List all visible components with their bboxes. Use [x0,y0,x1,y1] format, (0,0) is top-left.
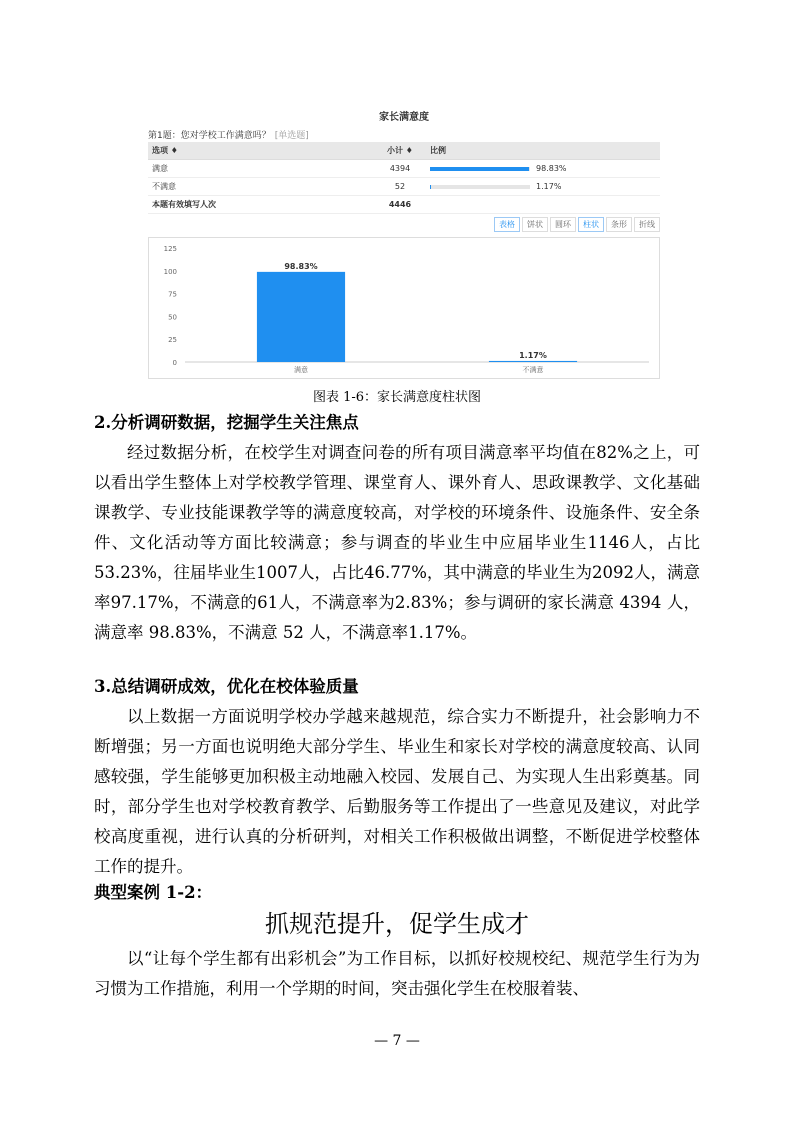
bar [257,272,345,362]
ratio-label: 98.83% [536,164,567,173]
ratio-bar-fill [430,185,431,189]
ratio-bar-fill [430,167,529,171]
y-tick-label: 0 [172,359,177,367]
table-row [148,160,660,178]
chart-type-toolbar [148,217,660,233]
paragraph-summary: 以上数据一方面说明学校办学越来越规范，综合实力不断提升，社会影响力不断增强；另一方面也说明绝大部分学生、毕业生和家长对学校的满意度较高、认同感较强，学生能够更加积极主动地融入校园、发展自己、为实现人生出彩奠基。同时，部分学生也对学校教育教学、后勤服务等工作提出了一些意见及建议，对此学校高度重视，进行认真的分析研判，对相关工作积极做出调整，不断促进学校整体工作的提升。 [94,707,700,876]
table-total-row [148,196,660,214]
data-label: 98.83% [284,261,318,271]
row-ratio [426,160,660,178]
toolbar-pie-button[interactable]: 饼状 [522,217,548,232]
stats-table [148,142,660,214]
total-label: 本题有效填写人次 [148,196,374,214]
row-option: 不满意 [148,178,374,196]
table-row [148,178,660,196]
question-tag: [单选题] [274,131,309,141]
figure-title: 家长满意度 [379,112,429,123]
x-tick-label: 不满意 [522,366,544,374]
y-tick-label: 25 [168,336,177,345]
y-tick-label: 75 [168,290,177,299]
row-option: 满意 [148,160,374,178]
toolbar-column-button[interactable]: 柱状 [578,217,604,232]
bar [489,361,577,362]
section-heading-2: 2.分析调研数据，挖掘学生关注焦点 [94,413,359,432]
header-option[interactable]: 选项 ♦ [148,142,374,160]
row-count: 52 [374,178,426,196]
bar-chart [149,238,659,378]
case-title: 抓规范提升，促学生成才 [265,910,529,938]
question-line [148,128,660,142]
toolbar-table-button[interactable]: 表格 [494,217,520,232]
section-heading-3: 3.总结调研成效，优化在校体验质量 [94,677,359,696]
y-tick-label: 100 [163,267,177,276]
question-text: 第1题：您对学校工作满意吗？ [148,131,271,141]
row-count: 4394 [374,160,426,178]
chart-container [148,237,660,379]
row-ratio [426,178,660,196]
ratio-label: 1.17% [536,182,562,191]
toolbar-ring-button[interactable]: 圆环 [550,217,576,232]
header-count[interactable]: 小计 ♦ [374,142,426,160]
total-count: 4446 [374,196,426,214]
paragraph-case: 以“让每个学生都有出彩机会”为工作目标，以抓好校规校纪、规范学生行为为习惯为工作措施，利用一个学期的时间，突击强化学生在校服着装、 [94,949,700,998]
toolbar-bar-button[interactable]: 条形 [606,217,632,232]
ratio-bar [430,185,530,189]
y-tick-label: 50 [168,313,177,322]
data-label: 1.17% [519,350,547,360]
toolbar-line-button[interactable]: 折线 [634,217,660,232]
case-heading: 典型案例 1-2： [94,883,213,902]
y-tick-label: 125 [163,245,177,253]
survey-figure [148,108,660,379]
x-tick-label: 满意 [294,366,308,374]
paragraph-analysis: 经过数据分析，在校学生对调查问卷的所有项目满意率平均值在82%之上，可以看出学生整体上对学校教学管理、课堂育人、课外育人、思政课教学、文化基础课教学、专业技能课教学等的满意度较高，对学校的环境条件、设施条件、安全条件、文化活动等方面比较满意；参与调查的毕业生中应届毕业生1146人，占比53.23%，往届毕业生1007人，占比46.77%，其中满意的毕业生为2092人，满意率97.17%，不满意的61人，不满意率为2.83%；参与调研的家长满意 4394 人，满意率 98.83%，不满意 52 人，不满意率1.17%。 [94,443,700,642]
figure-caption: 图表 1-6：家长满意度柱状图 [312,390,482,405]
page-number: — 7 — [374,1033,420,1049]
header-ratio: 比例 [426,142,660,160]
ratio-bar [430,167,530,171]
table-header-row [148,142,660,160]
